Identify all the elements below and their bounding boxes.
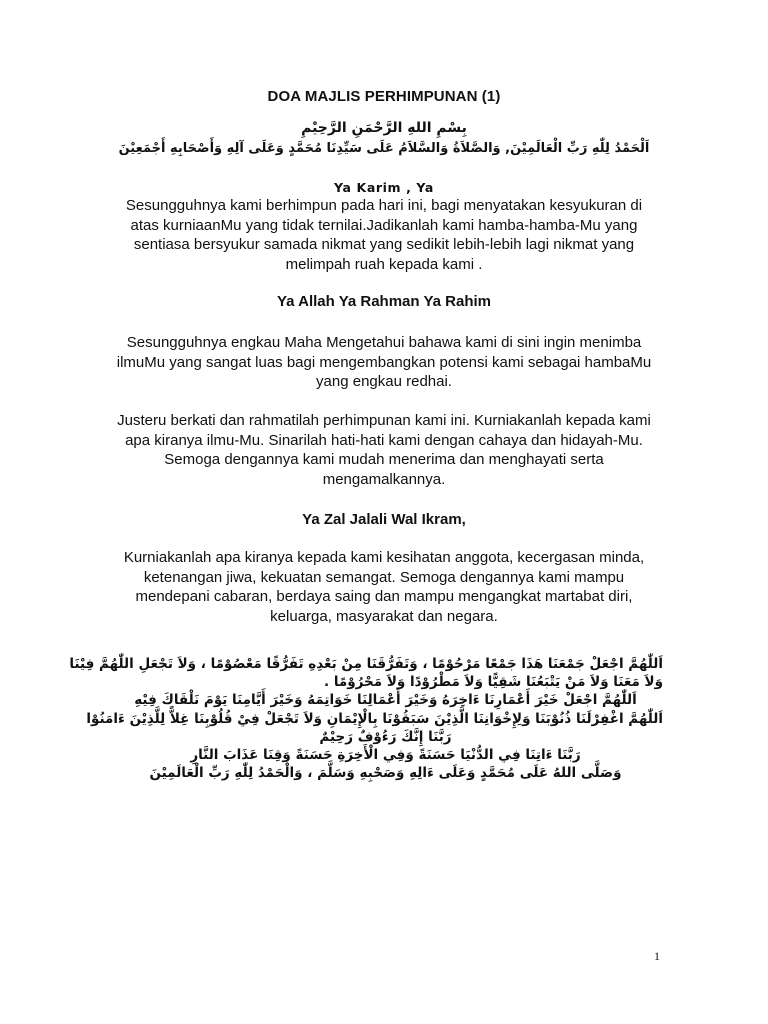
- caller-text: Ya Karim , Ya: [334, 180, 434, 195]
- document-title: DOA MAJLIS PERHIMPUNAN (1): [267, 88, 501, 105]
- doa-line: رَبَّنَا ءَاتِنَا فِي الدُّنْيَا حَسَنَةً وَفِي الْأَخِرَةِ حَسَنَةً وَقِنَا عَذَابَ النَّارِ: [190, 747, 581, 764]
- opening-praise: اَلْحَمْدُ لِلّٰهِ رَبِّ الْعَالَمِيْنَ, وَالصَّلاَةُ وَالسَّلاَمُ عَلَى سَيِّدِنَا مُحَمَّدٍ وَعَلَى آلِهِ وَأَصْحَابِهِ أَجْمَعِيْنَ: [118, 141, 650, 156]
- closing-doa: [69, 655, 663, 782]
- bismillah: بِسْمِ اللهِ الرَّحْمَنِ الرَّحِيْمِ: [301, 120, 467, 136]
- doa-line: اَللّٰهُمَّ اجْعَلْ خَيْرَ أَعْمَارِنَا ءَاخِرَهُ وَخَيْرَ أَعْمَالِنَا خَوَاتِمَهُ وَخَيْرَ أَيَّامِنَا يَوْمَ نَلْقَاكَ فِيْهِ: [134, 692, 637, 709]
- doa-line: رَبَّنَا إِنَّكَ رَءُوْفٌ رَحِيْمٌ: [319, 728, 452, 745]
- heading-ya-zal-jalali: Ya Zal Jalali Wal Ikram,: [302, 511, 466, 528]
- paragraph-gratitude: Sesungguhnya kami berhimpun pada hari ini, bagi menyatakan kesyukuran di atas kurniaanMu yang tidak ternilai.Jadikanlah kami hamba-hamba-Mu yang sentiasa bersyukur samada nikmat yang sedikit lebih-lebih lagi nikmat yang melimpah ruah kepada kami .: [125, 197, 643, 273]
- paragraph-knowledge: Sesungguhnya engkau Maha Mengetahui bahawa kami di sini ingin menimba ilmuMu yang sangat luas bagi mengembangkan potensi kami sebagai hambaMu yang engkau redhai.: [116, 334, 652, 390]
- paragraph-health: Kurniakanlah apa kiranya kepada kami kesihatan anggota, kecergasan minda, ketenangan jiwa, kekuatan semangat. Semoga dengannya kami mampu mendepani cabaran, berdaya saing dan mampu mengangkat martabat diri, keluarga, masyarakat dan negara.: [123, 549, 645, 625]
- heading-ya-allah: Ya Allah Ya Rahman Ya Rahim: [277, 293, 491, 310]
- doa-line: اَللّٰهُمَّ اغْفِرْلَنَا ذُنُوْبَنَا وَلِإِخْوَانِنَا الَّذِيْنَ سَبَقُوْنَا بِالْإِيْمَانِ وَلاَ تَجْعَلْ فِيْ قُلُوْبِنَا غِلاًّ لِلَّذِيْنَ ءَامَنُوْا: [86, 710, 663, 727]
- page-number: 1: [654, 949, 660, 963]
- doa-line: وَلاَ مَعَنَا وَلاَ مَنْ يَتْبَعُنَا شَقِيًّا وَلاَ مَطْرُوْدًا وَلاَ مَحْرُوْمًا .: [324, 674, 663, 691]
- doa-line: اَللّٰهُمَّ اجْعَلْ جَمْعَنَا هَذَا جَمْعًا مَرْحُوْمًا ، وَتَفَرُّقَنَا مِنْ بَعْدِهِ تَفَرُّقًا مَعْصُوْمًا ، وَلاَ تَجْعَلِ اللّٰهُمَّ فِيْنَا: [69, 656, 663, 672]
- paragraph-blessing: Justeru berkati dan rahmatilah perhimpunan kami ini. Kurniakanlah kepada kami apa kiranya ilmu-Mu. Sinarilah hati-hati kami dengan cahaya dan hidayah-Mu. Semoga dengannya kami mudah menerima dan menghayati serta mengamalkannya.: [117, 412, 651, 488]
- doa-line: وَصَلَّى اللهُ عَلَى مُحَمَّدٍ وَعَلَى ءَالِهِ وَصَحْبِهِ وَسَلَّمَ ، وَالْحَمْدُ لِلّٰهِ رَبِّ الْعَالَمِيْنَ: [149, 765, 622, 782]
